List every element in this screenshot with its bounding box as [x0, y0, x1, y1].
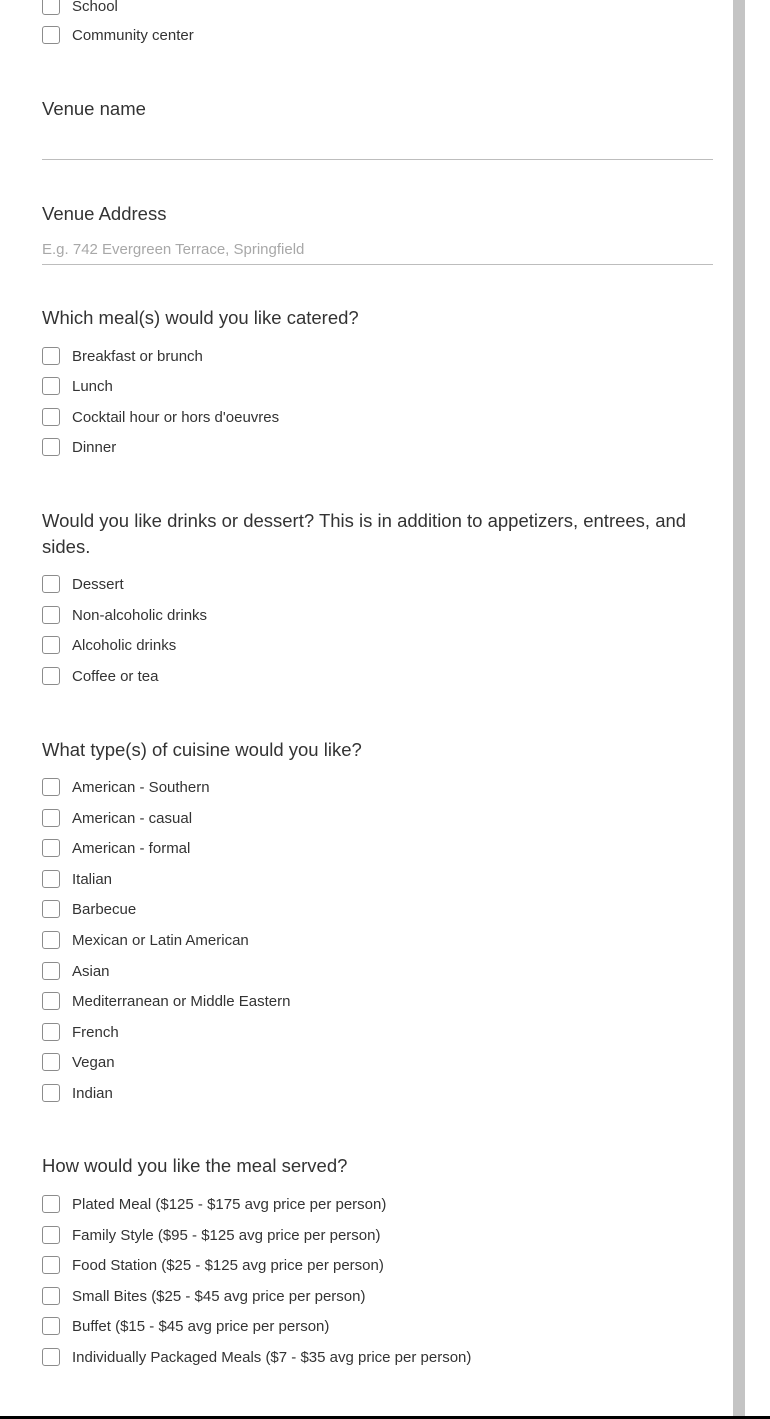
- checkbox[interactable]: [42, 438, 60, 456]
- checkbox-option-school[interactable]: [42, 0, 118, 16]
- checkbox-option-french[interactable]: [42, 1022, 119, 1042]
- option-label: Dinner: [72, 438, 117, 456]
- option-label: Mediterranean or Middle Eastern: [72, 992, 291, 1010]
- checkbox-option-dinner[interactable]: [42, 437, 116, 457]
- checkbox[interactable]: [42, 992, 60, 1010]
- option-label: American - Southern: [72, 778, 210, 796]
- option-label: American - formal: [72, 839, 191, 857]
- venue-address-input[interactable]: [42, 237, 713, 261]
- checkbox-option-plated-meal[interactable]: [42, 1194, 386, 1214]
- checkbox[interactable]: [42, 667, 60, 685]
- option-label: School: [72, 0, 118, 15]
- cuisine-question: What type(s) of cuisine would you like?: [42, 739, 362, 760]
- option-label: Breakfast or brunch: [72, 347, 203, 365]
- checkbox-option-alcoholic-drinks[interactable]: [42, 635, 176, 655]
- checkbox-option-food-station[interactable]: [42, 1255, 384, 1275]
- checkbox-option-american-casual[interactable]: [42, 808, 192, 828]
- venue-name-label: Venue name: [42, 98, 146, 119]
- venue-name-input[interactable]: [42, 132, 713, 156]
- checkbox[interactable]: [42, 1287, 60, 1305]
- meals-question: Which meal(s) would you like catered?: [42, 307, 359, 328]
- option-label: Alcoholic drinks: [72, 636, 177, 654]
- checkbox[interactable]: [42, 1348, 60, 1366]
- checkbox[interactable]: [42, 870, 60, 888]
- option-label: Dessert: [72, 575, 124, 593]
- checkbox[interactable]: [42, 408, 60, 426]
- checkbox[interactable]: [42, 809, 60, 827]
- option-label: Indian: [72, 1084, 113, 1102]
- checkbox-option-individually-packaged[interactable]: [42, 1347, 471, 1367]
- checkbox-option-lunch[interactable]: [42, 376, 113, 396]
- option-label: French: [72, 1023, 119, 1041]
- checkbox[interactable]: [42, 377, 60, 395]
- option-label: Family Style ($95 - $125 avg price per person): [72, 1226, 381, 1244]
- checkbox[interactable]: [42, 26, 60, 44]
- checkbox-option-indian[interactable]: [42, 1083, 113, 1103]
- option-label: Non-alcoholic drinks: [72, 606, 208, 624]
- checkbox-option-american-formal[interactable]: [42, 838, 190, 858]
- option-label: Cocktail hour or hors d'oeuvres: [72, 408, 280, 426]
- checkbox-option-breakfast[interactable]: [42, 346, 203, 366]
- checkbox[interactable]: [42, 931, 60, 949]
- checkbox-option-vegan[interactable]: [42, 1052, 115, 1072]
- option-label: Buffet ($15 - $45 avg price per person): [72, 1317, 330, 1335]
- option-label: Plated Meal ($125 - $175 avg price per person): [72, 1195, 387, 1213]
- option-label: Community center: [72, 26, 194, 44]
- checkbox-option-coffee-or-tea[interactable]: [42, 666, 158, 686]
- scrollbar[interactable]: [733, 0, 745, 1419]
- checkbox[interactable]: [42, 778, 60, 796]
- checkbox[interactable]: [42, 0, 60, 15]
- checkbox[interactable]: [42, 839, 60, 857]
- checkbox-option-mediterranean[interactable]: [42, 991, 290, 1011]
- checkbox-option-community-center[interactable]: [42, 25, 194, 45]
- checkbox-option-mexican-latin-american[interactable]: [42, 930, 249, 950]
- option-label: Food Station ($25 - $125 avg price per person): [72, 1256, 384, 1274]
- venue-address-label: Venue Address: [42, 203, 167, 224]
- checkbox-option-italian[interactable]: [42, 869, 112, 889]
- checkbox-option-american-southern[interactable]: [42, 777, 210, 797]
- checkbox-option-non-alcoholic-drinks[interactable]: [42, 605, 207, 625]
- option-label: Asian: [72, 962, 110, 980]
- option-label: Barbecue: [72, 900, 137, 918]
- checkbox[interactable]: [42, 1053, 60, 1071]
- checkbox-option-asian[interactable]: [42, 961, 110, 981]
- extras-question: Would you like drinks or dessert? This is in addition to appetizers, entrees, and sides.: [42, 510, 687, 557]
- checkbox[interactable]: [42, 1084, 60, 1102]
- checkbox-option-barbecue[interactable]: [42, 899, 136, 919]
- checkbox-option-dessert[interactable]: [42, 574, 124, 594]
- checkbox[interactable]: [42, 1023, 60, 1041]
- option-label: Vegan: [72, 1053, 115, 1071]
- checkbox[interactable]: [42, 606, 60, 624]
- checkbox[interactable]: [42, 1317, 60, 1335]
- checkbox-option-family-style[interactable]: [42, 1225, 380, 1245]
- checkbox[interactable]: [42, 900, 60, 918]
- checkbox[interactable]: [42, 575, 60, 593]
- venue-address-underline: [42, 264, 713, 265]
- option-label: American - casual: [72, 809, 193, 827]
- checkbox[interactable]: [42, 962, 60, 980]
- checkbox[interactable]: [42, 347, 60, 365]
- checkbox[interactable]: [42, 636, 60, 654]
- checkbox[interactable]: [42, 1256, 60, 1274]
- checkbox[interactable]: [42, 1226, 60, 1244]
- checkbox-option-small-bites[interactable]: [42, 1286, 365, 1306]
- option-label: Mexican or Latin American: [72, 931, 249, 949]
- venue-name-underline: [42, 159, 713, 160]
- service-question: How would you like the meal served?: [42, 1155, 348, 1176]
- option-label: Lunch: [72, 377, 113, 395]
- checkbox-option-buffet[interactable]: [42, 1316, 329, 1336]
- option-label: Individually Packaged Meals ($7 - $35 avg price per person): [72, 1348, 472, 1366]
- checkbox-option-cocktail-hour[interactable]: [42, 407, 279, 427]
- checkbox[interactable]: [42, 1195, 60, 1213]
- option-label: Small Bites ($25 - $45 avg price per person): [72, 1287, 366, 1305]
- option-label: Coffee or tea: [72, 667, 159, 685]
- option-label: Italian: [72, 870, 113, 888]
